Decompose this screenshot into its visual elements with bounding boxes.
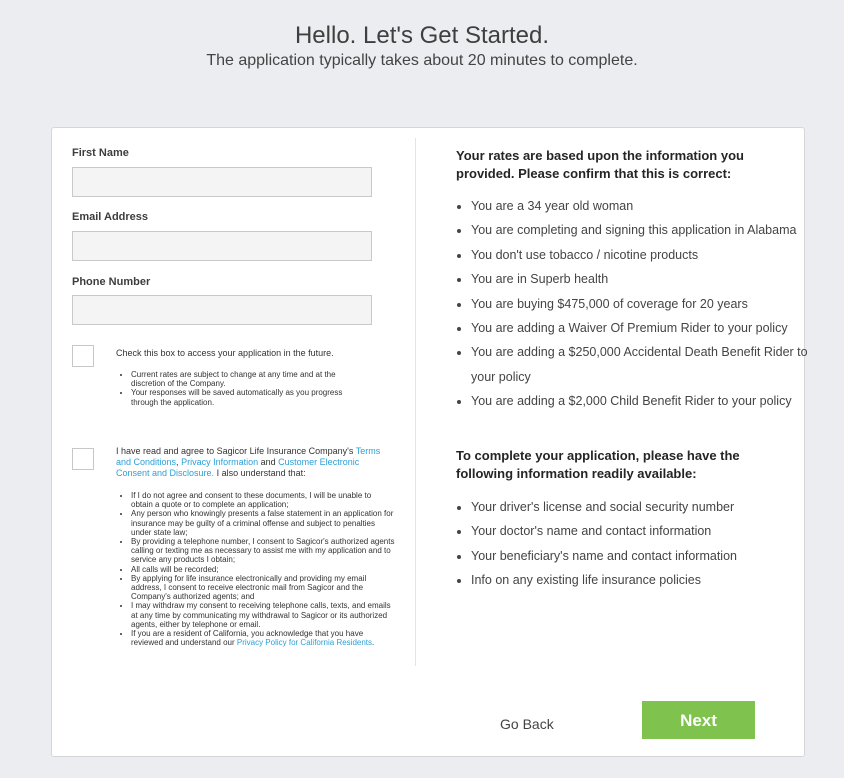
- list-item: • Any person who knowingly presents a false statement in an application for insurance may be guilty of a criminal offense and subject to penalties under state law;: [131, 509, 395, 537]
- consent-intro: I have read and agree to Sagicor Life Insurance Company's: [116, 446, 354, 456]
- next-button[interactable]: Next: [642, 701, 755, 739]
- list-item: • You are completing and signing this application in Alabama: [471, 218, 811, 242]
- list-item: • Your beneficiary's name and contact information: [471, 544, 811, 568]
- list-item: • All calls will be recorded;: [131, 565, 395, 574]
- list-item: • By providing a telephone number, I consent to Sagicor's authorized agents calling or texting me as necessary to assist me with my application and to service any products I obtain;: [131, 537, 395, 565]
- consent-comma: ,: [176, 457, 179, 467]
- list-item: • You are a 34 year old woman: [471, 194, 811, 218]
- list-item: • You are adding a $2,000 Child Benefit Rider to your policy: [471, 389, 811, 413]
- california-text: If you are a resident of California, you acknowledge that you have reviewed and understand our: [131, 629, 364, 648]
- consent-terms-list: [122, 491, 395, 647]
- email-input[interactable]: [72, 231, 372, 261]
- save-access-label: Check this box to access your application in the future.: [116, 348, 334, 358]
- consent-statement: [116, 446, 386, 479]
- first-name-input[interactable]: [72, 167, 372, 197]
- list-item: • You are adding a Waiver Of Premium Rider to your policy: [471, 316, 811, 340]
- list-item: • If I do not agree and consent to these documents, I will be unable to obtain a quote or to complete an application;: [131, 491, 395, 509]
- list-item: • Your doctor's name and contact information: [471, 519, 811, 543]
- consent-outro: I also understand that:: [216, 468, 306, 478]
- needed-list: [456, 495, 811, 593]
- list-item: • You are in Superb health: [471, 267, 811, 291]
- go-back-link[interactable]: Go Back: [500, 716, 554, 732]
- phone-input[interactable]: [72, 295, 372, 325]
- email-label: Email Address: [72, 211, 149, 223]
- list-item: • I may withdraw my consent to receiving telephone calls, texts, and emails at any time by communicating my withdrawal to Sagicor or its authorized agents, either by telephone or email.: [131, 601, 395, 629]
- california-privacy-link[interactable]: Privacy Policy for California Residents: [236, 638, 373, 648]
- terms-link[interactable]: Terms and Conditions: [116, 446, 381, 467]
- list-item: • Your responses will be saved automatically as you progress through the application.: [131, 388, 361, 406]
- save-access-checkbox[interactable]: [72, 345, 94, 367]
- save-access-notes: [122, 370, 361, 407]
- list-item: • Current rates are subject to change at any time and at the discretion of the Company.: [131, 370, 361, 388]
- phone-label: Phone Number: [72, 276, 151, 288]
- rates-list: [456, 194, 811, 414]
- list-item: • Info on any existing life insurance policies: [471, 568, 811, 592]
- application-card: [51, 127, 808, 757]
- consent-checkbox[interactable]: [72, 448, 94, 470]
- california-end: .: [372, 638, 375, 648]
- list-item: • By applying for life insurance electronically and providing my email address, I consent to receive electronic mail from Sagicor and the Company's authorized agents; and: [131, 574, 395, 602]
- needed-heading: To complete your application, please have the following information readily available:: [456, 448, 740, 481]
- page-subtitle: The application typically takes about 20 minutes to complete.: [206, 52, 638, 69]
- column-divider: [415, 138, 416, 666]
- consent-and: and: [260, 457, 276, 467]
- list-item: • You are adding a $250,000 Accidental Death Benefit Rider to your policy: [471, 340, 811, 389]
- list-item: • Your driver's license and social security number: [471, 495, 811, 519]
- rates-heading: Your rates are based upon the information you provided. Please confirm that this is correct:: [456, 148, 744, 181]
- privacy-link[interactable]: Privacy Information: [181, 457, 259, 467]
- list-item: • You don't use tobacco / nicotine products: [471, 243, 811, 267]
- list-item: • You are buying $475,000 of coverage for 20 years: [471, 292, 811, 316]
- page-title: Hello. Let's Get Started.: [294, 22, 550, 49]
- electronic-consent-link[interactable]: Customer Electronic Consent and Disclosure.: [116, 457, 360, 478]
- list-item: [131, 629, 395, 647]
- first-name-label: First Name: [72, 147, 129, 159]
